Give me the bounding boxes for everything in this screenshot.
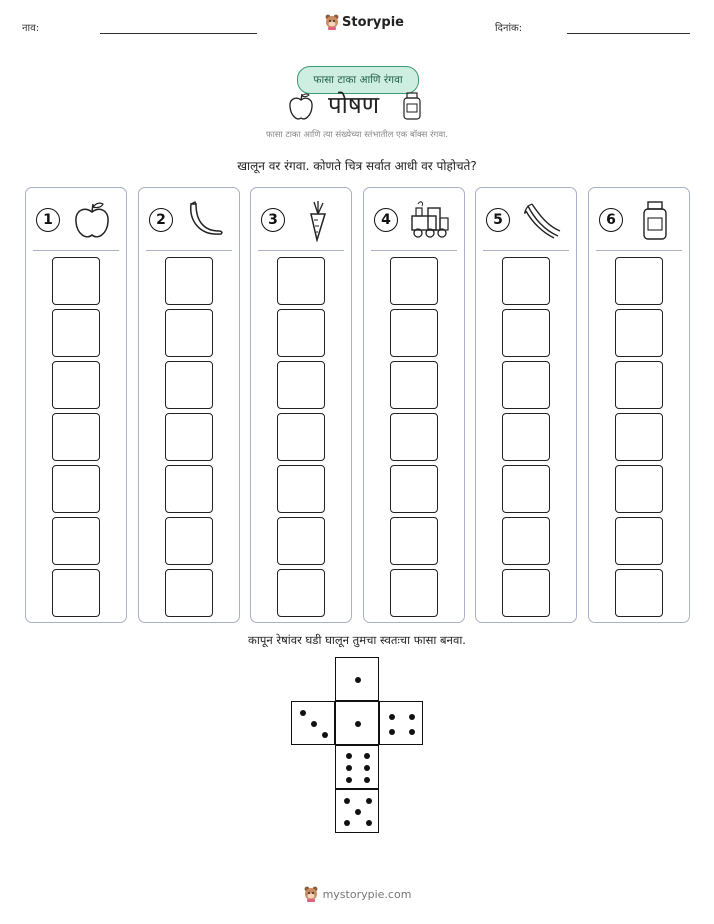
pip-dot bbox=[364, 777, 370, 783]
color-box[interactable] bbox=[52, 465, 100, 513]
column-divider bbox=[33, 250, 119, 251]
column-divider bbox=[371, 250, 457, 251]
pip-dot bbox=[366, 798, 372, 804]
column-number: 3 bbox=[261, 208, 285, 232]
name-line[interactable] bbox=[100, 33, 257, 34]
color-box[interactable] bbox=[165, 569, 213, 617]
color-box[interactable] bbox=[277, 465, 325, 513]
column-divider bbox=[146, 250, 232, 251]
color-box[interactable] bbox=[502, 257, 550, 305]
color-box[interactable] bbox=[52, 517, 100, 565]
dice-face-6 bbox=[335, 745, 379, 789]
column-divider bbox=[258, 250, 344, 251]
color-box[interactable] bbox=[52, 361, 100, 409]
date-label: दिनांक: bbox=[495, 23, 523, 34]
color-box[interactable] bbox=[502, 465, 550, 513]
color-box[interactable] bbox=[615, 413, 663, 461]
dice-face-3 bbox=[291, 701, 335, 745]
color-box[interactable] bbox=[52, 569, 100, 617]
apple-icon bbox=[287, 92, 315, 122]
column-number: 5 bbox=[486, 208, 510, 232]
color-box[interactable] bbox=[502, 309, 550, 357]
brand-name: Storypie bbox=[342, 14, 404, 30]
jar-icon bbox=[633, 198, 677, 242]
pip-dot bbox=[355, 721, 361, 727]
beans-icon bbox=[520, 198, 564, 242]
color-box[interactable] bbox=[390, 517, 438, 565]
pip-dot bbox=[311, 721, 317, 727]
pip-dot bbox=[344, 820, 350, 826]
column-number: 1 bbox=[36, 208, 60, 232]
question: खालून वर रंगवा. कोणते चित्र सर्वात आधी वर पोहोचते? bbox=[237, 159, 477, 173]
subtitle: फासा टाका आणि त्या संख्येच्या स्तंभातील एक बॉक्स रंगवा. bbox=[266, 130, 448, 140]
pip-dot bbox=[364, 765, 370, 771]
color-box[interactable] bbox=[615, 309, 663, 357]
color-box[interactable] bbox=[502, 361, 550, 409]
dice-face-5 bbox=[335, 789, 379, 833]
color-box[interactable] bbox=[390, 257, 438, 305]
dice-face-1 bbox=[335, 657, 379, 701]
color-box[interactable] bbox=[390, 569, 438, 617]
jar-icon bbox=[402, 91, 422, 121]
storypie-mascot-icon bbox=[325, 14, 339, 30]
color-box[interactable] bbox=[277, 569, 325, 617]
color-box[interactable] bbox=[615, 569, 663, 617]
pip-dot bbox=[364, 753, 370, 759]
date-line[interactable] bbox=[567, 33, 690, 34]
pip-dot bbox=[366, 820, 372, 826]
pip-dot bbox=[409, 729, 415, 735]
pip-dot bbox=[300, 710, 306, 716]
dice-face-1 bbox=[335, 701, 379, 745]
pip-dot bbox=[346, 753, 352, 759]
color-box[interactable] bbox=[277, 309, 325, 357]
color-box[interactable] bbox=[615, 257, 663, 305]
pip-dot bbox=[355, 677, 361, 683]
train-icon bbox=[408, 198, 452, 242]
column-number: 6 bbox=[599, 208, 623, 232]
footer-url: mystorypie.com bbox=[322, 887, 412, 901]
color-box[interactable] bbox=[390, 465, 438, 513]
pip-dot bbox=[355, 809, 361, 815]
color-box[interactable] bbox=[52, 413, 100, 461]
column-5 bbox=[475, 187, 577, 623]
storypie-mascot-icon bbox=[303, 886, 319, 902]
carrot-icon bbox=[295, 198, 339, 242]
column-4 bbox=[363, 187, 465, 623]
column-divider bbox=[596, 250, 682, 251]
column-number: 2 bbox=[149, 208, 173, 232]
color-box[interactable] bbox=[277, 361, 325, 409]
color-box[interactable] bbox=[52, 257, 100, 305]
activity-badge: फासा टाका आणि रंगवा bbox=[297, 66, 419, 94]
column-divider bbox=[483, 250, 569, 251]
color-box[interactable] bbox=[390, 309, 438, 357]
footer bbox=[0, 886, 714, 902]
column-3 bbox=[250, 187, 352, 623]
color-box[interactable] bbox=[502, 569, 550, 617]
color-box[interactable] bbox=[165, 309, 213, 357]
pip-dot bbox=[409, 714, 415, 720]
brand-logo bbox=[325, 14, 404, 30]
color-box[interactable] bbox=[165, 257, 213, 305]
color-box[interactable] bbox=[277, 517, 325, 565]
banana-icon bbox=[183, 198, 227, 242]
color-box[interactable] bbox=[165, 465, 213, 513]
color-box[interactable] bbox=[390, 413, 438, 461]
pip-dot bbox=[346, 777, 352, 783]
name-label: नाव: bbox=[22, 23, 40, 34]
color-box[interactable] bbox=[390, 361, 438, 409]
column-6 bbox=[588, 187, 690, 623]
pip-dot bbox=[389, 729, 395, 735]
color-box[interactable] bbox=[165, 361, 213, 409]
color-box[interactable] bbox=[277, 257, 325, 305]
color-box[interactable] bbox=[165, 517, 213, 565]
column-2 bbox=[138, 187, 240, 623]
pip-dot bbox=[389, 714, 395, 720]
cut-instruction: कापून रेषांवर घडी घालून तुमचा स्वतःचा फासा बनवा. bbox=[248, 633, 466, 647]
color-box[interactable] bbox=[52, 309, 100, 357]
color-box[interactable] bbox=[615, 517, 663, 565]
pip-dot bbox=[322, 732, 328, 738]
color-box[interactable] bbox=[502, 413, 550, 461]
color-box[interactable] bbox=[615, 465, 663, 513]
page-title: पोषण bbox=[328, 91, 380, 119]
color-box[interactable] bbox=[165, 413, 213, 461]
color-box[interactable] bbox=[502, 517, 550, 565]
apple-icon bbox=[70, 198, 114, 242]
color-box[interactable] bbox=[615, 361, 663, 409]
pip-dot bbox=[344, 798, 350, 804]
column-number: 4 bbox=[374, 208, 398, 232]
column-1 bbox=[25, 187, 127, 623]
pip-dot bbox=[346, 765, 352, 771]
color-box[interactable] bbox=[277, 413, 325, 461]
dice-face-4 bbox=[379, 701, 423, 745]
